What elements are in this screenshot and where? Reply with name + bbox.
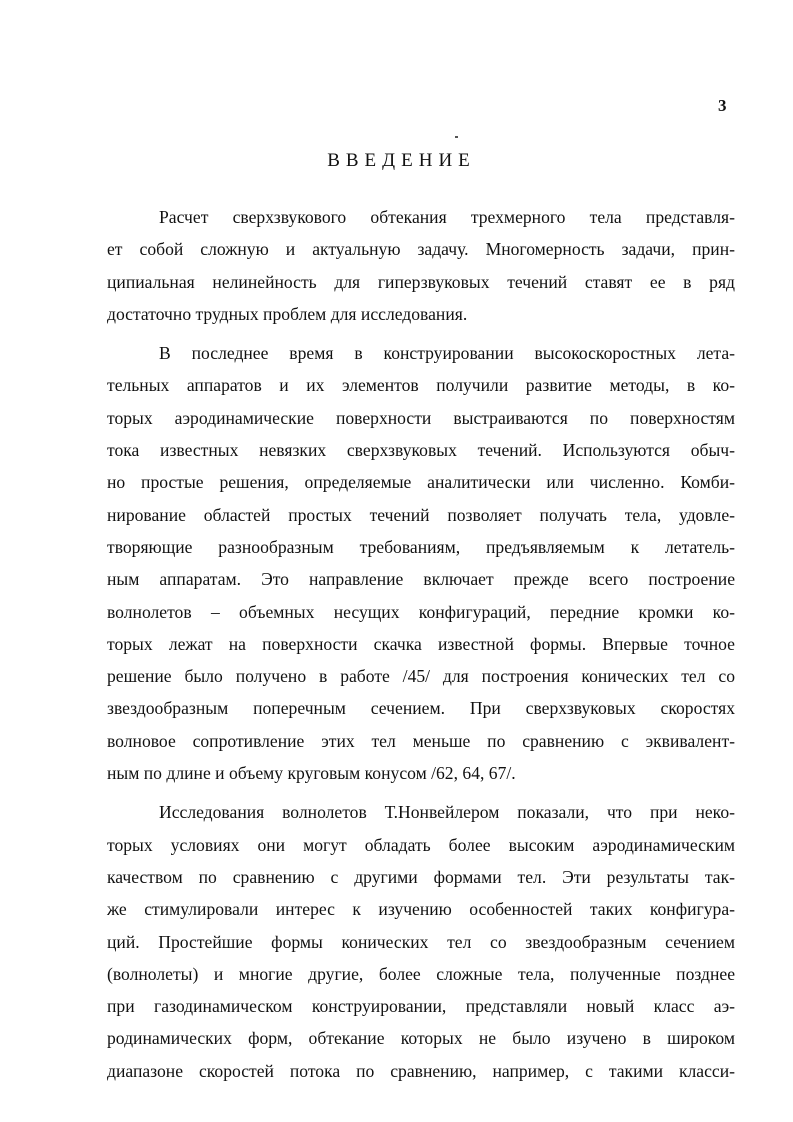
text-line: нирование областей простых течений позволяет получать тела, удовле- xyxy=(107,504,735,525)
text-line: тельных аппаратов и их элементов получили развитие методы, в ко- xyxy=(107,375,735,396)
text-line: же стимулировали интерес к изучению особенностей таких конфигура- xyxy=(107,899,735,920)
text-line: ет собой сложную и актуальную задачу. Многомерность задачи, прин- xyxy=(107,239,735,260)
text-line: диапазоне скоростей потока по сравнению, например, с такими класси- xyxy=(107,1060,735,1081)
text-line: торых аэродинамические поверхности выстраиваются по поверхностям xyxy=(107,407,735,428)
text-line: ным по длине и объему круговым конусом /62, 64, 67/. xyxy=(107,763,516,784)
text-line: В последнее время в конструировании высокоскоростных лета- xyxy=(159,343,735,364)
text-line: волнолетов – объемных несущих конфигураций, передние кромки ко- xyxy=(107,601,735,622)
text-line: ципиальная нелинейность для гиперзвуковых течений ставят ее в ряд xyxy=(107,271,735,292)
text-line: торых лежат на поверхности скачка известной формы. Впервые точное xyxy=(107,633,735,654)
text-line: при газодинамическом конструировании, представляли новый класс аэ- xyxy=(107,996,735,1017)
page-number: 3 xyxy=(718,96,727,115)
text-line: ций. Простейшие формы конических тел со звездообразным сечением xyxy=(107,931,735,952)
paragraph-2 xyxy=(107,337,735,789)
section-title: ВВЕДЕНИЕ xyxy=(327,150,476,171)
paragraph-1 xyxy=(107,201,735,330)
text-line: качеством по сравнению с другими формами тел. Эти результаты так- xyxy=(107,866,735,887)
body-text xyxy=(107,201,735,1087)
paragraph-3 xyxy=(107,796,735,1087)
text-line: Расчет сверхзвукового обтекания трехмерного тела представля- xyxy=(159,207,735,227)
scan-dot-mark xyxy=(455,136,458,138)
text-line: ным аппаратам. Это направление включает прежде всего построение xyxy=(107,569,735,590)
text-line: решение было получено в работе /45/ для построения конических тел со xyxy=(107,666,735,687)
text-line: тока известных невязких сверхзвуковых течений. Используются обыч- xyxy=(107,440,735,461)
text-line: торых условиях они могут обладать более высоким аэродинамическим xyxy=(107,834,735,855)
text-line: Исследования волнолетов Т.Нонвейлером показали, что при неко- xyxy=(159,802,735,823)
text-line: но простые решения, определяемые аналитически или численно. Комби- xyxy=(107,472,735,493)
text-line: (волнолеты) и многие другие, более сложные тела, полученные позднее xyxy=(107,963,735,984)
text-line: волновое сопротивление этих тел меньше по сравнению с эквивалент- xyxy=(107,730,735,751)
text-line: звездообразным поперечным сечением. При сверхзвуковых скоростях xyxy=(107,698,735,719)
text-line: родинамических форм, обтекание которых не было изучено в широком xyxy=(107,1028,735,1049)
text-line: достаточно трудных проблем для исследования. xyxy=(107,303,468,324)
text-line: творяющие разнообразным требованиям, предъявляемым к летатель- xyxy=(107,536,735,557)
